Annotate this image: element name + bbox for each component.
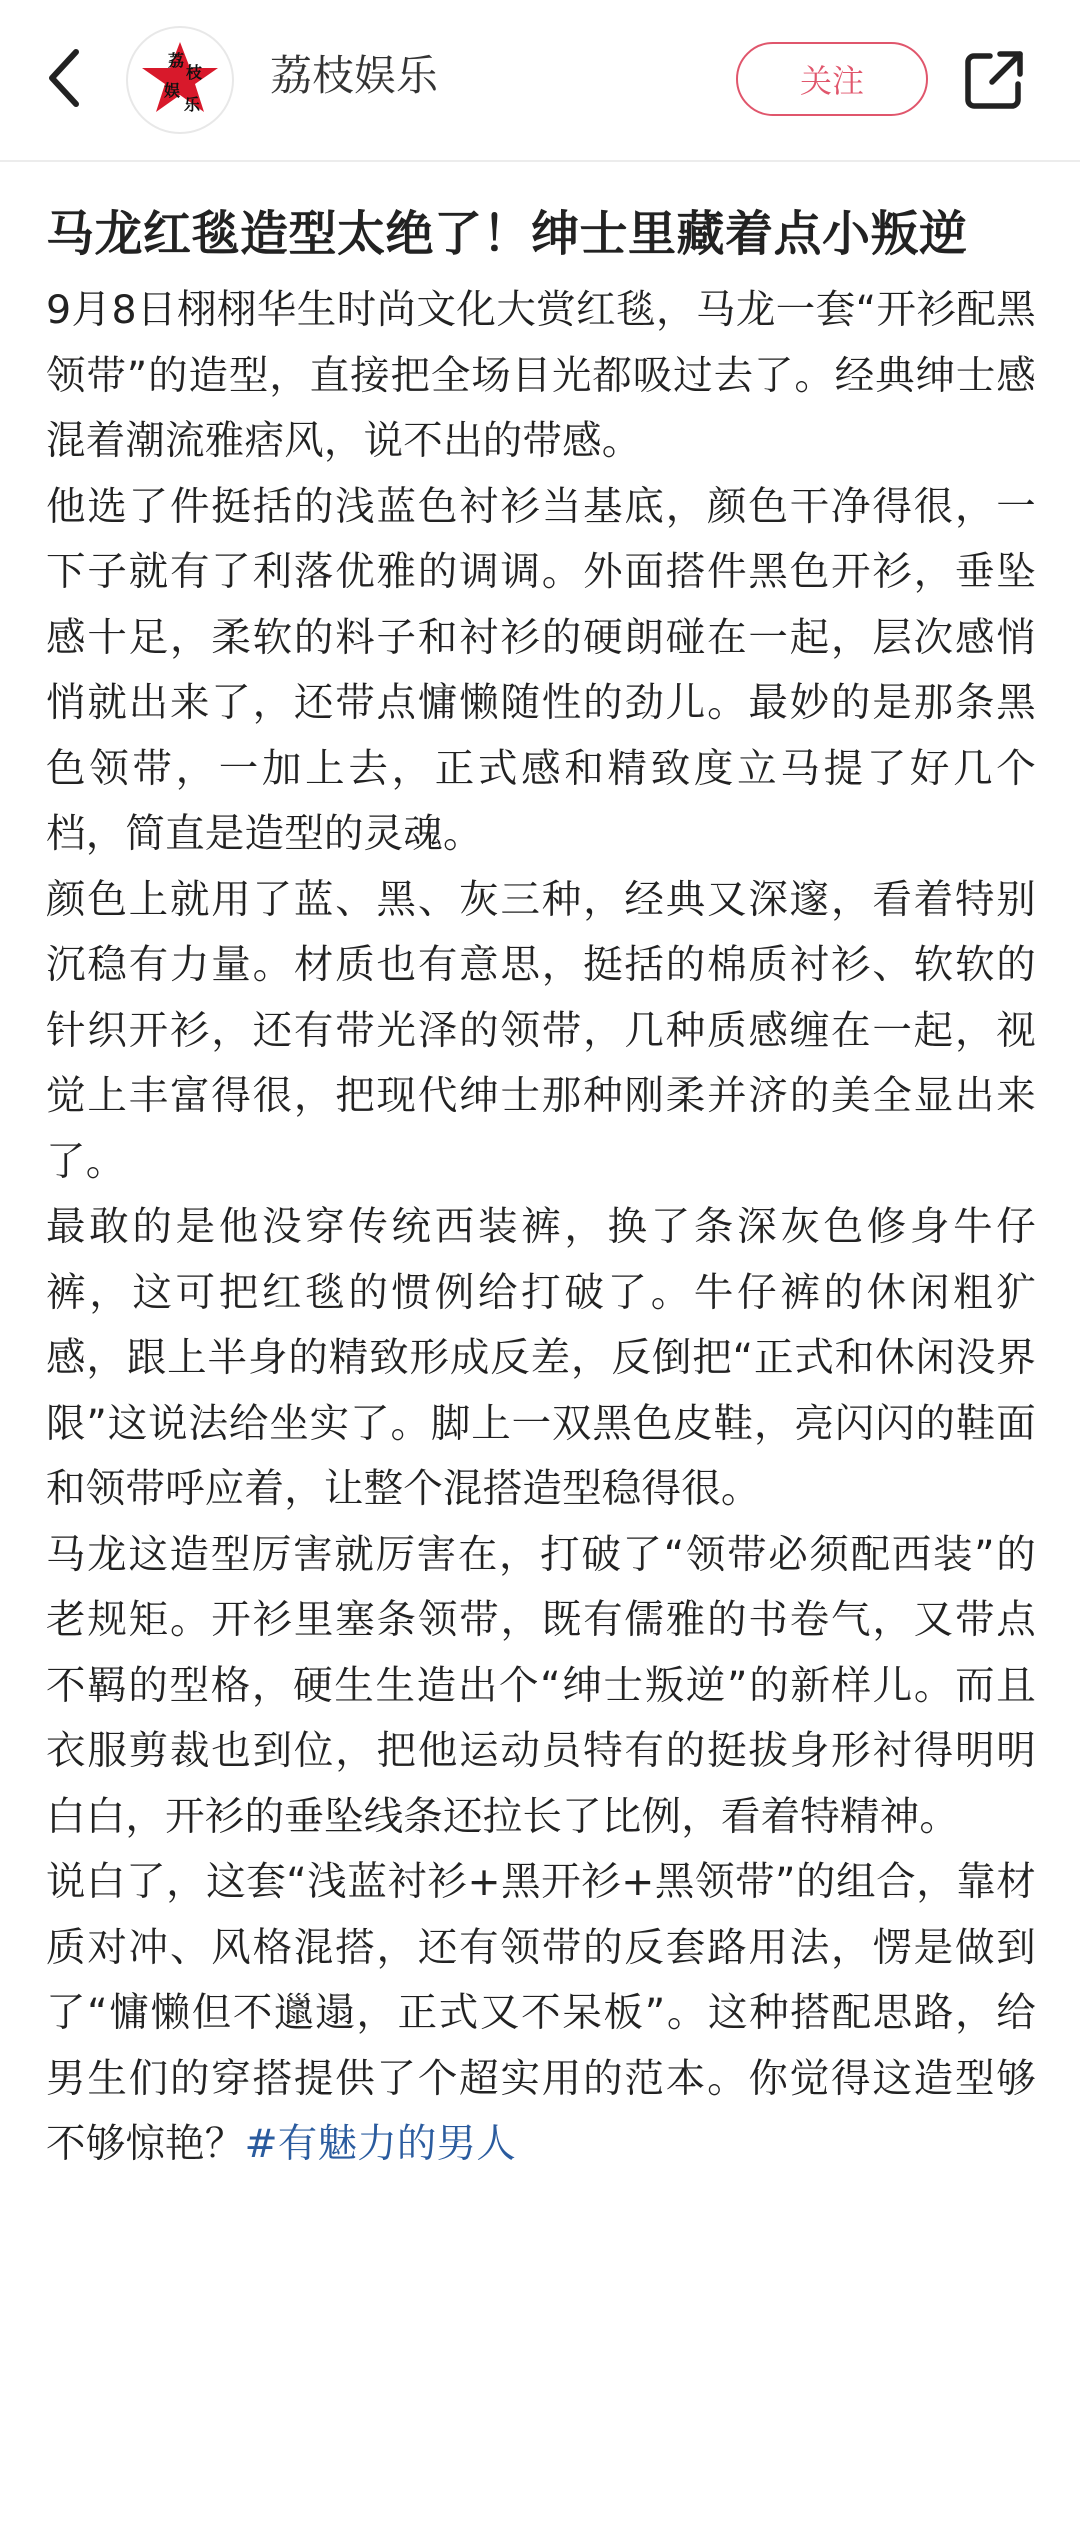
follow-button[interactable]: 关注 bbox=[736, 42, 928, 116]
svg-text:乐: 乐 bbox=[184, 95, 201, 114]
article-paragraph: 马龙这造型厉害就厉害在，打破了“领带必须配西装”的老规矩。开衫里塞条领带，既有儒雅的书卷气，又带点不羁的型格，硬生生造出个“绅士叛逆”的新样儿。而且衣服剪裁也到位，把他运动员特有的挺拔身形衬得明明白白，开衫的垂坠线条还拉长了比例，看着特精神。 bbox=[46, 1531, 1036, 1840]
avatar[interactable] bbox=[126, 26, 234, 134]
article-paragraph-last bbox=[46, 1850, 1036, 2178]
svg-text:枝: 枝 bbox=[186, 63, 203, 82]
account-name[interactable]: 荔枝娱乐 bbox=[270, 51, 439, 100]
hashtag-link[interactable]: #有魅力的男人 bbox=[244, 2121, 516, 2167]
article-body bbox=[46, 198, 1036, 2178]
svg-text:荔: 荔 bbox=[168, 51, 185, 70]
share-export-icon bbox=[962, 48, 1026, 112]
article-paragraph: 9月8日栩栩华生时尚文化大赏红毯，马龙一套“开衫配黑领带”的造型，直接把全场目光都吸过去了。经典绅士感混着潮流雅痞风，说不出的带感。 bbox=[46, 287, 1036, 464]
article-title: 马龙红毯造型太绝了！绅士里藏着点小叛逆 bbox=[46, 206, 968, 262]
article-paragraph-text: 说白了，这套“浅蓝衬衫+黑开衫+黑领带”的组合，靠材质对冲、风格混搭，还有领带的反套路用法，愣是做到了“慵懒但不邋遢，正式又不呆板”。这种搭配思路，给男生们的穿搭提供了个超实用的范本。你觉得这造型够不够惊艳？ bbox=[46, 1859, 1036, 2167]
top-nav-bar bbox=[0, 0, 1080, 162]
back-button[interactable] bbox=[36, 40, 92, 116]
article-paragraph: 他选了件挺括的浅蓝色衬衫当基底，颜色干净得很，一下子就有了利落优雅的调调。外面搭件黑色开衫，垂坠感十足，柔软的料子和衬衫的硬朗碰在一起，层次感悄悄就出来了，还带点慵懒随性的劲儿。最妙的是那条黑色领带，一加上去，正式感和精致度立马提了好几个档，简直是造型的灵魂。 bbox=[46, 483, 1036, 857]
chevron-left-icon bbox=[44, 46, 84, 110]
account-logo-icon bbox=[128, 28, 232, 132]
article-paragraph: 最敢的是他没穿传统西装裤，换了条深灰色修身牛仔裤，这可把红毯的惯例给打破了。牛仔裤的休闲粗犷感，跟上半身的精致形成反差，反倒把“正式和休闲没界限”这说法给坐实了。脚上一双黑色皮鞋，亮闪闪的鞋面和领带呼应着，让整个混搭造型稳得很。 bbox=[46, 1204, 1036, 1512]
share-button[interactable] bbox=[956, 42, 1032, 118]
svg-text:娱: 娱 bbox=[164, 81, 181, 100]
article-paragraph: 颜色上就用了蓝、黑、灰三种，经典又深邃，看着特别沉稳有力量。材质也有意思，挺括的棉质衬衫、软软的针织开衫，还有带光泽的领带，几种质感缠在一起，视觉上丰富得很，把现代绅士那种刚柔并济的美全显出来了。 bbox=[46, 876, 1036, 1185]
